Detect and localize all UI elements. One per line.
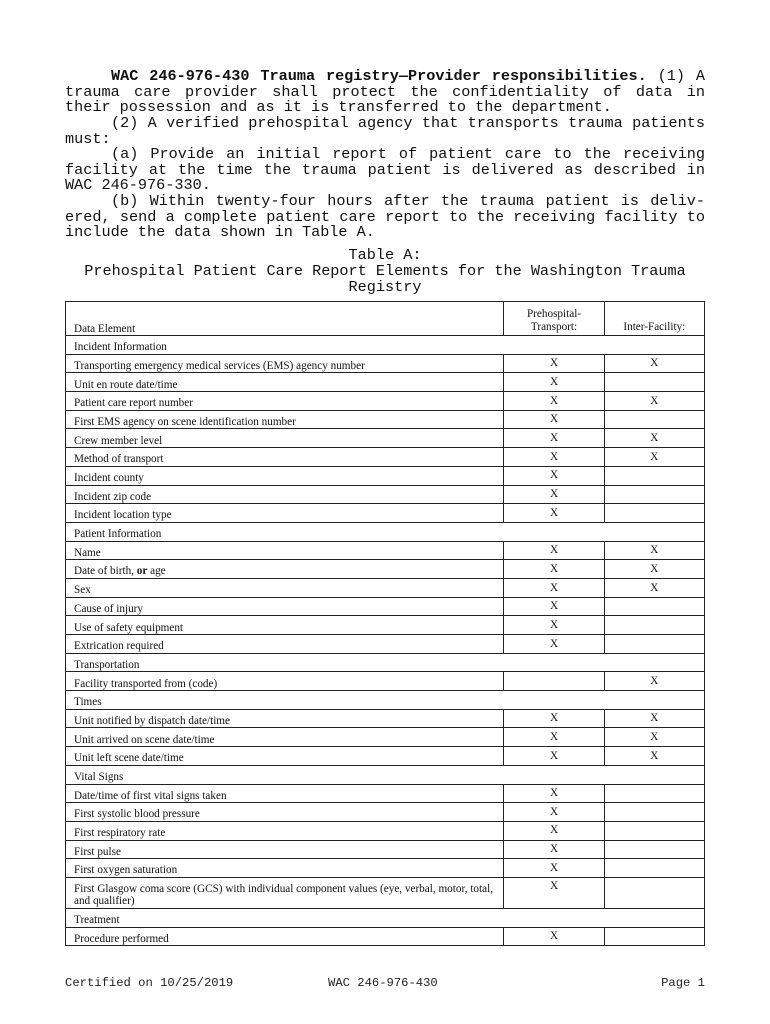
- paragraph-a-text: (a) Provide an initial report of patient care to the receiving facility at the time the trauma patient is delivered as described in WAC 246-976-330.: [65, 145, 705, 195]
- table-row: [66, 410, 705, 429]
- table-row: [66, 560, 705, 579]
- table-row: [66, 840, 705, 859]
- interfacility-mark: X: [604, 392, 704, 411]
- interfacility-mark: X: [604, 728, 704, 747]
- paragraph-b-text: (b) Within twenty-four hours after the trauma patient is deliv-ered, send a complete patient care report to the receiving facility to include the data shown in Table A.: [65, 192, 705, 242]
- table-row: [66, 803, 705, 822]
- interfacility-mark: X: [604, 541, 704, 560]
- interfacility-mark: [604, 803, 704, 822]
- data-element-label: First Glasgow coma score (GCS) with individual component values (eye, verbal, motor, total, and qualifier): [66, 877, 504, 908]
- table-row: [66, 541, 705, 560]
- interfacility-mark: [604, 466, 704, 485]
- prehospital-mark: X: [504, 927, 604, 946]
- paragraph-2: [65, 116, 705, 147]
- prehospital-mark: X: [504, 597, 604, 616]
- table-row: [66, 672, 705, 691]
- data-element-label: Sex: [66, 578, 504, 597]
- table-row: [66, 466, 705, 485]
- prehospital-mark: X: [504, 429, 604, 448]
- interfacility-mark: [604, 859, 704, 878]
- data-element-label: First pulse: [66, 840, 504, 859]
- interfacility-mark: X: [604, 578, 704, 597]
- data-element-label: First systolic blood pressure: [66, 803, 504, 822]
- table-row: [66, 429, 705, 448]
- prehospital-mark: X: [504, 578, 604, 597]
- interfacility-mark: [604, 485, 704, 504]
- data-element-label: Unit notified by dispatch date/time: [66, 709, 504, 728]
- section-label: Incident Information: [66, 336, 705, 355]
- table-row: [66, 927, 705, 946]
- table-caption-title: Table A:: [348, 246, 422, 264]
- interfacility-mark: [604, 877, 704, 908]
- data-element-label: Date of birth, or age: [66, 560, 504, 579]
- data-element-label: Name: [66, 541, 504, 560]
- interfacility-mark: [604, 373, 704, 392]
- data-element-label: Unit left scene date/time: [66, 747, 504, 766]
- prehospital-mark: X: [504, 504, 604, 523]
- table-section-row: [66, 522, 705, 541]
- table-section-row: [66, 336, 705, 355]
- interfacility-mark: X: [604, 429, 704, 448]
- table-row: [66, 616, 705, 635]
- interfacility-mark: [604, 784, 704, 803]
- table-caption-subtitle: Prehospital Patient Care Report Elements for the Washington Trauma Registry: [84, 262, 686, 296]
- prehospital-mark: X: [504, 373, 604, 392]
- prehospital-mark: X: [504, 354, 604, 373]
- table-row: [66, 485, 705, 504]
- prehospital-mark: X: [504, 803, 604, 822]
- table-row: [66, 821, 705, 840]
- prehospital-mark: X: [504, 560, 604, 579]
- paragraph-1: [65, 69, 705, 116]
- section-label: Transportation: [66, 653, 705, 672]
- interfacility-mark: X: [604, 354, 704, 373]
- table-section-row: [66, 691, 705, 710]
- prehospital-mark: X: [504, 635, 604, 654]
- data-element-label: Procedure performed: [66, 927, 504, 946]
- table-row: [66, 728, 705, 747]
- section-label: Patient Information: [66, 522, 705, 541]
- table-row: [66, 747, 705, 766]
- prehospital-mark: X: [504, 784, 604, 803]
- data-element-label: Cause of injury: [66, 597, 504, 616]
- data-element-label: First EMS agency on scene identification number: [66, 410, 504, 429]
- table-row: [66, 578, 705, 597]
- prehospital-mark: X: [504, 392, 604, 411]
- header-inter-facility: Inter-Facility:: [604, 302, 704, 336]
- prehospital-mark: X: [504, 747, 604, 766]
- data-element-label: Transporting emergency medical services (EMS) agency number: [66, 354, 504, 373]
- table-row: [66, 392, 705, 411]
- paragraph-b: [65, 194, 705, 241]
- table-section-row: [66, 908, 705, 927]
- paragraph-2-text: (2) A verified prehospital agency that transports trauma patients must:: [65, 114, 705, 148]
- interfacility-mark: [604, 927, 704, 946]
- table-section-row: [66, 653, 705, 672]
- section-label: Vital Signs: [66, 765, 705, 784]
- table-row: [66, 784, 705, 803]
- prehospital-mark: X: [504, 821, 604, 840]
- data-element-label: First respiratory rate: [66, 821, 504, 840]
- data-element-label: Method of transport: [66, 448, 504, 467]
- table-header-row: [66, 302, 705, 336]
- table-row: [66, 859, 705, 878]
- prehospital-mark: X: [504, 466, 604, 485]
- interfacility-mark: [604, 821, 704, 840]
- data-element-label: Incident county: [66, 466, 504, 485]
- prehospital-mark: X: [504, 840, 604, 859]
- prehospital-mark: X: [504, 728, 604, 747]
- data-element-label: Crew member level: [66, 429, 504, 448]
- data-element-label: Use of safety equipment: [66, 616, 504, 635]
- prehospital-mark: X: [504, 859, 604, 878]
- interfacility-mark: [604, 840, 704, 859]
- prehospital-mark: X: [504, 709, 604, 728]
- interfacility-mark: [604, 504, 704, 523]
- data-element-label: Date/time of first vital signs taken: [66, 784, 504, 803]
- interfacility-mark: [604, 616, 704, 635]
- header-prehospital-transport: Prehospital- Transport:: [504, 302, 604, 336]
- table-row: [66, 877, 705, 908]
- table-row: [66, 709, 705, 728]
- section-label: Treatment: [66, 908, 705, 927]
- footer-certified-date: Certified on 10/25/2019: [65, 976, 234, 990]
- table-section-row: [66, 765, 705, 784]
- footer-page-number: Page 1: [661, 976, 705, 990]
- data-element-label: Facility transported from (code): [66, 672, 504, 691]
- prehospital-mark: [504, 672, 604, 691]
- prehospital-mark: X: [504, 485, 604, 504]
- data-element-label: Unit en route date/time: [66, 373, 504, 392]
- footer-wac-code: WAC 246-976-430: [328, 976, 438, 990]
- data-element-label: Patient care report number: [66, 392, 504, 411]
- table-row: [66, 373, 705, 392]
- table-caption: [65, 247, 705, 295]
- data-element-label: Incident location type: [66, 504, 504, 523]
- paragraph-a: [65, 147, 705, 194]
- registry-table: [65, 301, 705, 946]
- interfacility-mark: X: [604, 560, 704, 579]
- table-row: [66, 354, 705, 373]
- table-row: [66, 635, 705, 654]
- data-element-label: Extrication required: [66, 635, 504, 654]
- registry-table-body: [66, 302, 705, 946]
- interfacility-mark: X: [604, 448, 704, 467]
- section-heading: WAC 246-976-430 Trauma registry—Provider responsibilities.: [111, 67, 647, 85]
- data-element-label: First oxygen saturation: [66, 859, 504, 878]
- prehospital-mark: X: [504, 410, 604, 429]
- prehospital-mark: X: [504, 448, 604, 467]
- table-row: [66, 448, 705, 467]
- interfacility-mark: X: [604, 672, 704, 691]
- interfacility-mark: [604, 410, 704, 429]
- interfacility-mark: X: [604, 747, 704, 766]
- interfacility-mark: [604, 635, 704, 654]
- prehospital-mark: X: [504, 616, 604, 635]
- table-row: [66, 504, 705, 523]
- interfacility-mark: X: [604, 709, 704, 728]
- paragraph-1-text: A trauma care provider shall protect the confidentiality of data in their possession and as it is transferred to the department.: [65, 67, 705, 117]
- data-element-label: Incident zip code: [66, 485, 504, 504]
- header-data-element: Data Element: [66, 302, 504, 336]
- section-label: Times: [66, 691, 705, 710]
- table-row: [66, 597, 705, 616]
- prehospital-mark: X: [504, 541, 604, 560]
- data-element-label: Unit arrived on scene date/time: [66, 728, 504, 747]
- prehospital-mark: X: [504, 877, 604, 908]
- interfacility-mark: [604, 597, 704, 616]
- paragraph-1-number: (1): [657, 67, 685, 85]
